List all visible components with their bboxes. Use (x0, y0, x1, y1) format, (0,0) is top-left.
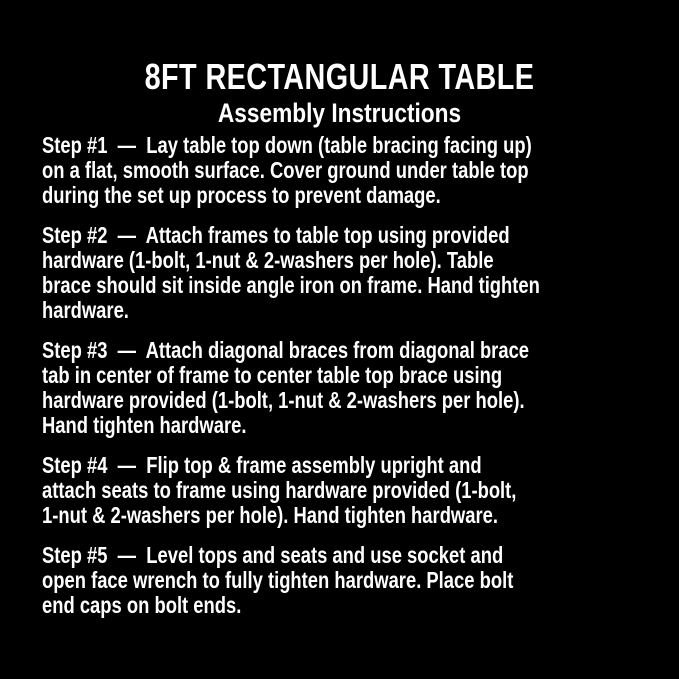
step-line: Step #5 — Level tops and seats and use socket and (42, 542, 504, 568)
step-line: during the set up process to prevent damage. (42, 182, 441, 208)
step-line: hardware (1-bolt, 1-nut & 2-washers per hole). Table (42, 247, 494, 273)
step-1 (42, 133, 669, 208)
page-subtitle: Assembly Instructions (217, 98, 462, 129)
step-line: hardware provided (1-bolt, 1-nut & 2-washers per hole). (42, 387, 525, 413)
step-line: Step #1 — Lay table top down (table bracing facing up) (42, 132, 532, 158)
page-title: 8FT RECTANGULAR TABLE (144, 56, 535, 98)
step-line: tab in center of frame to center table top brace using (42, 362, 503, 388)
step-line: hardware. (42, 297, 129, 323)
step-line: 1-nut & 2-washers per hole). Hand tighten hardware. (42, 502, 498, 528)
step-line: Step #2 — Attach frames to table top using provided (42, 222, 510, 248)
step-line: end caps on bolt ends. (42, 592, 242, 618)
step-line: open face wrench to fully tighten hardware. Place bolt (42, 567, 514, 593)
step-4 (42, 453, 669, 528)
step-line: Step #4 — Flip top & frame assembly upright and (42, 452, 482, 478)
steps-list (42, 133, 669, 633)
step-line: Hand tighten hardware. (42, 412, 247, 438)
step-line: brace should sit inside angle iron on frame. Hand tighten (42, 272, 540, 298)
step-line: attach seats to frame using hardware provided (1-bolt, (42, 477, 517, 503)
step-3 (42, 338, 669, 438)
step-line: Step #3 — Attach diagonal braces from diagonal brace (42, 337, 530, 363)
step-2 (42, 223, 669, 323)
step-line: on a flat, smooth surface. Cover ground under table top (42, 157, 529, 183)
step-5 (42, 543, 669, 618)
